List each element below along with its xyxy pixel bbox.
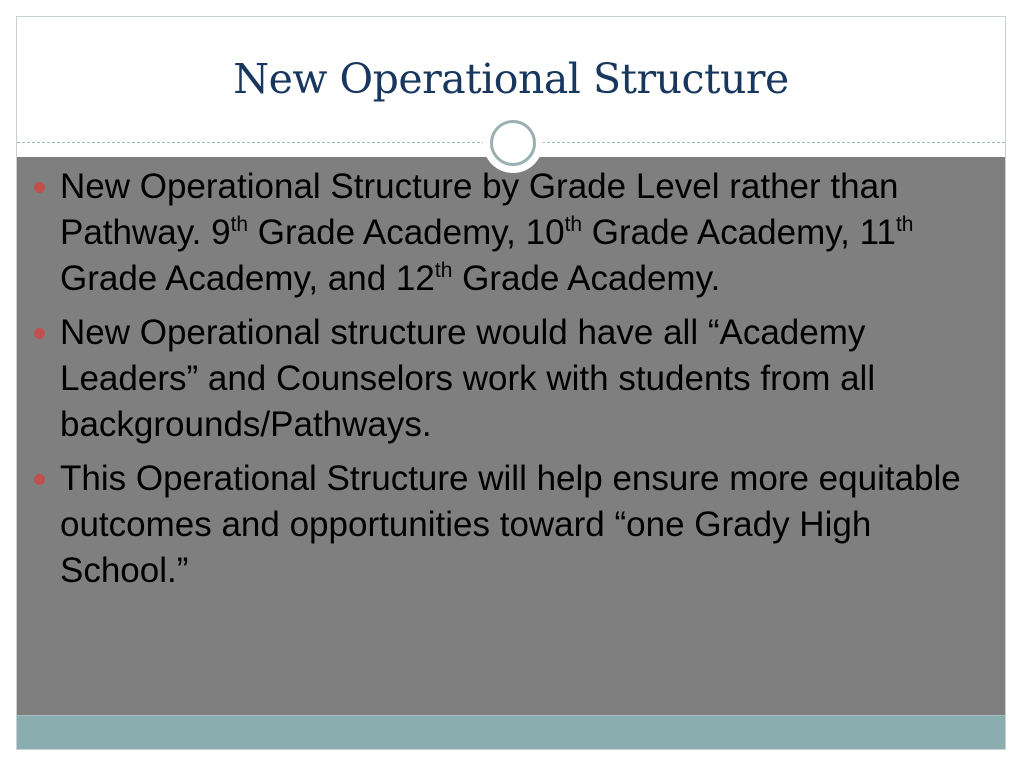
round-bullet-icon <box>34 474 45 485</box>
superscript: th <box>895 213 914 236</box>
round-bullet-icon <box>34 328 45 339</box>
bullet-item <box>30 310 965 448</box>
bullet-item <box>30 164 965 302</box>
superscript: th <box>434 259 453 282</box>
bullet-item <box>30 456 965 594</box>
bullet-text-part: Grade Academy. <box>452 259 721 298</box>
bullet-text: New Operational structure would have all “Academy Leaders” and Counselors work with students from all backgrounds/Pathways. <box>60 313 876 444</box>
bullet-text-part: Grade Academy, 11 <box>582 213 896 252</box>
footer-band <box>17 715 1005 750</box>
bullet-list <box>30 164 965 602</box>
emblem-ring <box>490 120 536 166</box>
superscript: th <box>564 213 583 236</box>
round-bullet-icon <box>34 182 45 193</box>
superscript: th <box>230 213 249 236</box>
bullet-text-part: Grade Academy, 10 <box>248 213 565 252</box>
bullet-text: This Operational Structure will help ensure more equitable outcomes and opportunities toward “one Grady High School.” <box>60 459 961 590</box>
bullet-text-part: New Operational Structure by Grade Level rather than Pathway. 9 <box>60 167 899 252</box>
bullet-text-part: Grade Academy, and 12 <box>60 259 435 298</box>
slide-title: New Operational Structure <box>233 55 789 103</box>
